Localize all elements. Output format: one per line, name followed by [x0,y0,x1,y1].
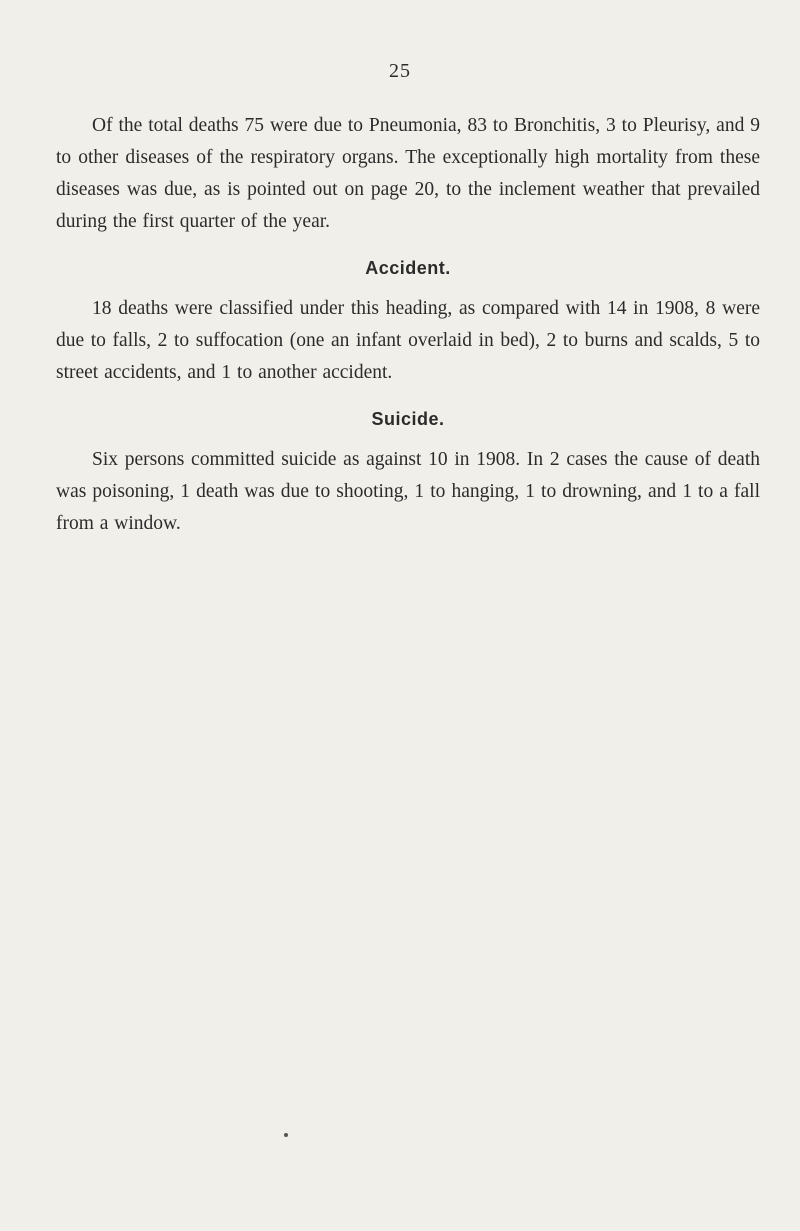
accident-paragraph: 18 deaths were classified under this heading, as compared with 14 in 1908, 8 were due to falls, 2 to suffocation (one an infant overlaid in bed), 2 to burns and scalds, 5 to street accidents, and 1 to another accident. [56,298,760,383]
suicide-paragraph: Six persons committed suicide as against 10 in 1908. In 2 cases the cause of death was poisoning, 1 death was due to shooting, 1 to hanging, 1 to drowning, and 1 to a fall from a window. [56,449,760,534]
page-number: 25 [389,60,411,82]
respiratory-paragraph: Of the total deaths 75 were due to Pneumonia, 83 to Bronchitis, 3 to Pleurisy, and 9 to other diseases of the respiratory organs. The exceptionally high mortality from these diseases was due, as is pointed out on page 20, to the inclement weather that prevailed during the first quarter of the year. [56,115,760,232]
suicide-heading: Suicide. [371,409,445,429]
page-content [56,110,760,540]
ink-speck [284,1133,288,1137]
accident-heading: Accident. [365,258,451,278]
